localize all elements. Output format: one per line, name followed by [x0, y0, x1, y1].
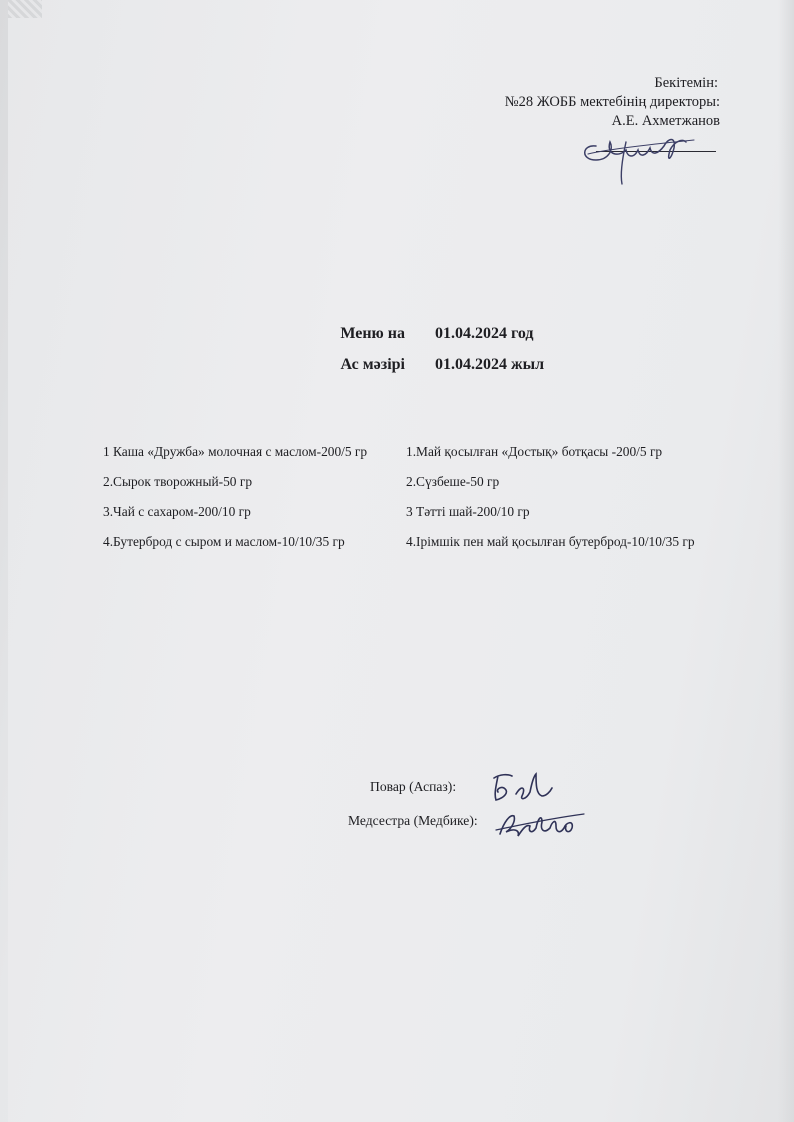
- cook-signature: [486, 770, 556, 806]
- menu-item: 1.Май қосылған «Достық» ботқасы -200/5 гр: [406, 444, 663, 459]
- approval-name: А.Е. Ахметжанов: [611, 113, 720, 129]
- menu-item: 2.Сырок творожный-50 гр: [103, 474, 253, 489]
- cook-signature-row: [348, 770, 478, 804]
- menu-item: 3.Чай с сахаром-200/10 гр: [103, 504, 251, 519]
- menu-item: 2.Сүзбеше-50 гр: [406, 474, 500, 489]
- menu-list-kz: [406, 437, 695, 557]
- cook-label: Повар (Аспаз):: [370, 779, 457, 794]
- approval-title: Бекітемін:: [654, 75, 718, 91]
- nurse-signature-row: [348, 804, 478, 838]
- title-row-kz: [276, 349, 595, 380]
- menu-label-kz: Ас мәзірі: [340, 355, 405, 373]
- menu-date-ru: 01.04.2024 год: [435, 324, 534, 342]
- menu-list-ru: [103, 437, 367, 557]
- director-signature: [574, 124, 724, 186]
- menu-item: 4.Бутерброд с сыром и маслом-10/10/35 гр: [103, 534, 345, 549]
- menu-item: 4.Ірімшік пен май қосылған бутерброд-10/10/35 гр: [406, 534, 695, 549]
- menu-label-ru: Меню на: [340, 324, 405, 342]
- menu-date-kz: 01.04.2024 жыл: [435, 355, 545, 373]
- paper-edge: [8, 0, 42, 18]
- nurse-signature: [494, 808, 586, 840]
- menu-title: [276, 318, 595, 380]
- nurse-label: Медсестра (Медбике):: [348, 813, 478, 828]
- paper-shadow: [778, 0, 794, 1122]
- approval-position: №28 ЖОББ мектебінің директоры:: [504, 94, 720, 110]
- menu-item: 3 Тәтті шай-200/10 гр: [406, 504, 530, 519]
- title-row-ru: [276, 318, 595, 349]
- approval-block: [505, 74, 720, 131]
- menu-item: 1 Каша «Дружба» молочная с маслом-200/5 гр: [103, 444, 368, 459]
- signatures-block: [348, 770, 478, 838]
